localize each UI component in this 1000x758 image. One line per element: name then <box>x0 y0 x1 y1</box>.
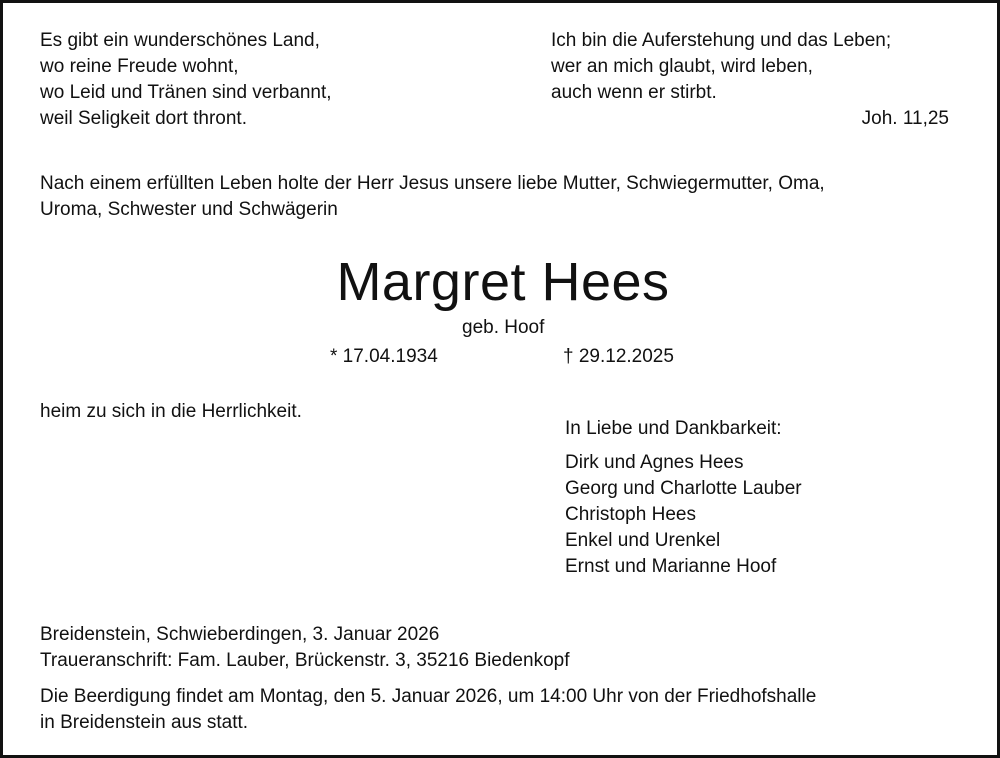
mourner: Enkel und Urenkel <box>565 530 721 551</box>
verse-line: auch wenn er stirbt. <box>551 82 717 103</box>
homecoming-text: heim zu sich in die Herrlichkeit. <box>40 401 302 422</box>
funeral-details <box>40 684 816 736</box>
deceased-name: Margret Hees <box>336 252 670 312</box>
birth-name: geb. Hoof <box>462 317 545 338</box>
bible-verse <box>551 28 891 106</box>
mourner: Ernst und Marianne Hoof <box>565 556 777 577</box>
poem-left <box>40 28 332 132</box>
mourner: Dirk und Agnes Hees <box>565 452 744 473</box>
intro-text <box>40 171 825 223</box>
mourners-heading: In Liebe und Dankbarkeit: <box>565 418 782 439</box>
verse-reference: Joh. 11,25 <box>861 108 949 129</box>
birth-date: * 17.04.1934 <box>330 346 438 367</box>
poem-line: wo reine Freude wohnt, <box>40 56 239 77</box>
intro-line: Nach einem erfüllten Leben holte der Herr Jesus unsere liebe Mutter, Schwiegermutter, Oma, <box>40 173 825 194</box>
funeral-line: in Breidenstein aus statt. <box>40 712 249 733</box>
poem-line: wo Leid und Tränen sind verbannt, <box>40 82 332 103</box>
poem-line: Es gibt ein wunderschönes Land, <box>40 30 320 51</box>
death-date: † 29.12.2025 <box>563 346 674 367</box>
mourner: Christoph Hees <box>565 504 696 525</box>
poem-line: weil Seligkeit dort thront. <box>40 108 247 129</box>
verse-line: wer an mich glaubt, wird leben, <box>551 56 813 77</box>
mourning-address: Traueranschrift: Fam. Lauber, Brückenstr. 3, 35216 Biedenkopf <box>40 650 570 671</box>
mourners-list <box>565 450 802 580</box>
place-date: Breidenstein, Schwieberdingen, 3. Januar 2026 <box>40 624 440 645</box>
verse-line: Ich bin die Auferstehung und das Leben; <box>551 30 892 51</box>
mourner: Georg und Charlotte Lauber <box>565 478 802 499</box>
intro-line: Uroma, Schwester und Schwägerin <box>40 199 338 220</box>
funeral-line: Die Beerdigung findet am Montag, den 5. Januar 2026, um 14:00 Uhr von der Friedhofshalle <box>40 686 817 707</box>
